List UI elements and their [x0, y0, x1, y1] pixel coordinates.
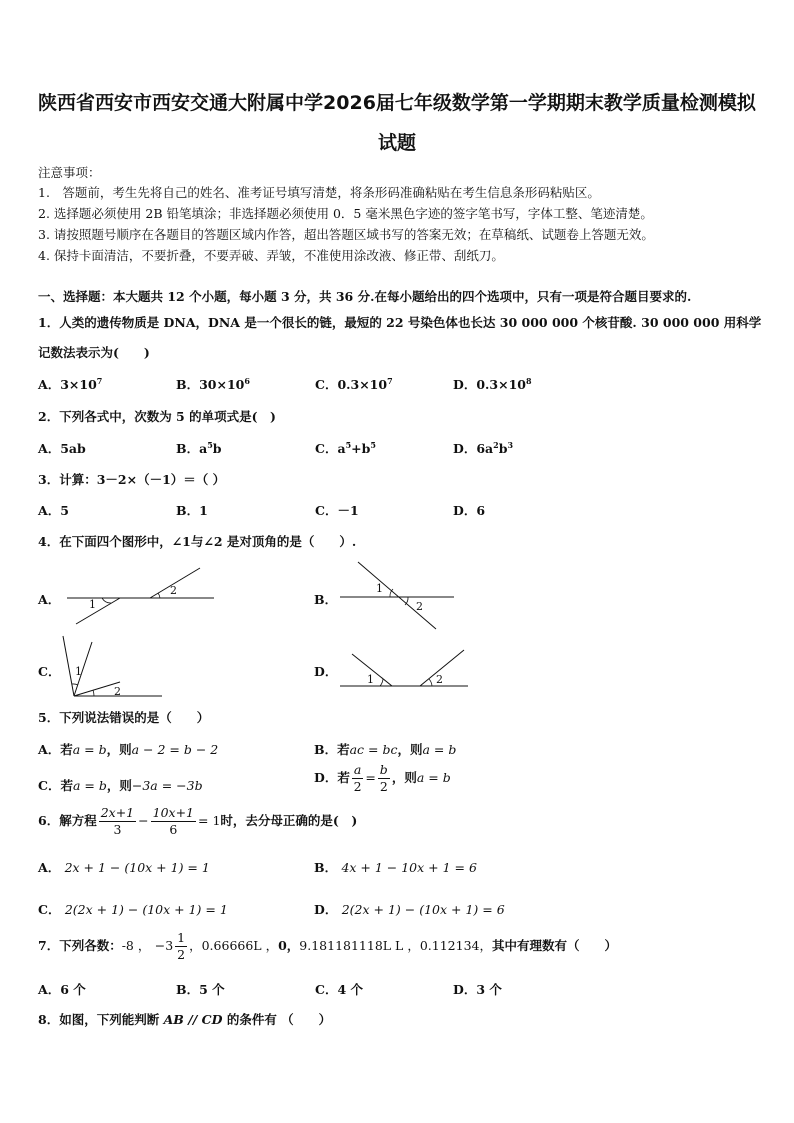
notice-heading: 注意事项： [38, 165, 101, 180]
q7-stem: 7．下列各数：-8 ， −3 $\frac{1}{2}$ ，0.66666L ，0，9.181181118L L ，0.112134，其中有理数有（ ） [38, 930, 618, 962]
q4-figure-b [336, 560, 466, 632]
q5-stem: 5．下列说法错误的是（ ） [38, 710, 210, 725]
q2-option-a: A．5ab [38, 441, 86, 456]
q5-option-a: A．若a = b，则a − 2 = b − 2 [38, 742, 219, 757]
q5-option-b: B．若ac = bc，则a = b [314, 742, 457, 757]
notice-item-1: 1. 答题前，考生先将自己的姓名、准考证号填写清楚，将条形码准确粘贴在考生信息条形码粘贴区。 [38, 185, 600, 200]
q1-option-c: C．$0.3\times 10^7$ [315, 376, 393, 392]
section-heading: 一、选择题：本大题共 12 个小题，每小题 3 分，共 36 分.在每小题给出的四个选项中，只有一项是符合题目要求的. [38, 289, 692, 304]
q5-option-d: D．若 $\frac{a}{2}$ = $\frac{b}{2}$ ，则a = b [314, 762, 451, 794]
q7-option-a: A．6 个 [38, 982, 86, 997]
q1-option-a: A．$3\times 10^7$ [38, 376, 103, 392]
q6-option-a: A． 2x + 1 − (10x + 1) = 1 [38, 860, 210, 875]
q6-stem: 6．解方程 $\frac{2x+1}{3}$ − $\frac{10x+1}{6}$ = 1时，去分母正确的是( ) [38, 805, 358, 837]
q3-stem: 3．计算：3－2×（－1）＝（ ） [38, 472, 226, 487]
q4c-angle2-label: 2 [114, 685, 121, 698]
q2-option-b: B．$a^5b$ [176, 440, 222, 456]
q4-option-a-label: A． [38, 592, 61, 607]
q3-option-c: C．－1 [315, 503, 359, 518]
q6-option-c: C． 2(2x + 1) − (10x + 1) = 1 [38, 902, 228, 917]
q6-option-d: D． 2(2x + 1) − (10x + 1) = 6 [314, 902, 505, 917]
q1-stem-line2: 记数法表示为( ) [38, 345, 150, 360]
q4-figure-c [58, 634, 168, 700]
q7-option-d: D．3 个 [453, 982, 502, 997]
q4c-angle1-label: 1 [75, 665, 82, 678]
q4-figure-a [62, 560, 222, 630]
q4-stem: 4．在下面四个图形中，∠1与∠2 是对顶角的是（ ）. [38, 534, 357, 549]
q8-stem: 8．如图，下列能判断 AB // CD 的条件有 （ ） [38, 1012, 332, 1027]
q4a-angle1-label: 1 [89, 598, 96, 611]
q2-stem: 2．下列各式中，次数为 5 的单项式是( ) [38, 409, 276, 424]
q3-option-a: A．5 [38, 503, 69, 518]
q4a-angle2-label: 2 [170, 584, 177, 597]
notice-item-3: 3. 请按照题号顺序在各题目的答题区域内作答，超出答题区域书写的答案无效；在草稿纸、试题卷上答题无效。 [38, 227, 654, 242]
exam-title-line1: 陕西省西安市西安交通大附属中学2026届七年级数学第一学期期末教学质量检测模拟 [38, 92, 756, 114]
exam-title-line2: 试题 [377, 132, 416, 154]
q4-option-b-label: B． [314, 592, 338, 607]
q4-option-c-label: C． [38, 664, 61, 679]
q4d-angle2-label: 2 [436, 673, 443, 686]
q6-option-b: B． 4x + 1 − 10x + 1 = 6 [314, 860, 477, 875]
q1-option-d: D．$0.3\times 10^8$ [453, 376, 532, 392]
q4-option-d-label: D． [314, 664, 338, 679]
q1-stem-line1: 1．人类的遗传物质是 DNA，DNA 是一个很长的链，最短的 22 号染色体也长达 30 000 000 个核苷酸. 30 000 000 用科学 [38, 315, 762, 330]
q4b-angle1-label: 1 [376, 582, 383, 595]
q7-option-b: B．5 个 [176, 982, 225, 997]
q4b-angle2-label: 2 [416, 600, 423, 613]
q5-option-c: C．若a = b，则−3a = −3b [38, 778, 203, 793]
q3-option-b: B．1 [176, 503, 208, 518]
q2-option-c: C．$a^5+b^5$ [315, 440, 376, 456]
q2-option-d: D．$6a^2b^3$ [453, 440, 514, 456]
q4d-angle1-label: 1 [367, 673, 374, 686]
q4-figure-d [336, 646, 472, 692]
q1-option-b: B．$30\times 10^6$ [176, 376, 250, 392]
q3-option-d: D．6 [453, 503, 486, 518]
notice-item-2: 2. 选择题必须使用 2B 铅笔填涂；非选择题必须使用 0．5 毫米黑色字迹的签字笔书写，字体工整、笔迹清楚。 [38, 206, 653, 221]
q7-option-c: C．4 个 [315, 982, 364, 997]
notice-item-4: 4. 保持卡面清洁，不要折叠，不要弄破、弄皱，不准使用涂改液、修正带、刮纸刀。 [38, 248, 504, 263]
